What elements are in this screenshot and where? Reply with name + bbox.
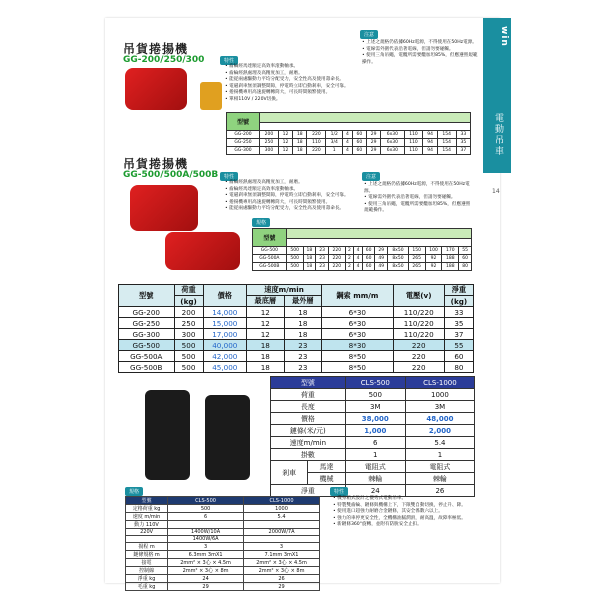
table-cell: 154 [437,147,456,155]
section1-models: GG-200/250/300 [123,55,205,65]
table-cell: 8x50 [388,255,409,263]
table-cell: 7.1mm 3mX1 [244,551,320,559]
section2-title: 吊貨捲揚機 [123,157,189,171]
table-cell: 265 [408,263,425,271]
table-cell: 265 [408,255,425,263]
table-row [271,401,475,413]
table-cell: 220 [393,340,444,351]
table-cell: 8*30 [322,340,393,351]
table-row [253,263,472,271]
table-cell: 12 [278,147,292,155]
table-row [271,389,475,401]
table-cell: GG-300 [119,329,175,340]
table-cell: 500 [286,263,303,271]
cls-notes: • 機身箱式設計之優秀式電動吊車。 • 特製雙齒輪、鏈條與機構上下，下限雙自動切換，停止升、降。 • 使用進口超強力耐磨合金鏈條，其安全係數六以上。 • 強力的車停更安全性，全機構油膩潤滑，耐高溫，故障率極低。 • 新鏈條360°旋轉，並附有防脫安全止扣。 [333,496,483,529]
table-cell: 49 [375,263,388,271]
table-cell: 60 [362,255,375,263]
table-cell: GG-500A [119,351,175,362]
table-cell: 2 [345,247,354,255]
category-label: 電動吊車 [493,113,503,157]
table-cell: GG-500 [253,247,287,255]
table-cell: 188 [442,255,459,263]
table-cell: 速度 m/min [126,513,168,521]
section1-spec-table: 型號 GG-200 200 12 18 220 1/2 4 60 29 6x30 110 94 154 33 GG-250 250 12 18 110 3/4 4 60 29 6x30 110 94 154 35 GG-300 300 12 18 220 1 4 60 29 6x30 110 94 154 37 [226,112,471,155]
table-cell: 220V [126,529,168,536]
section1-notes: • 上述之規格仍依據60Hz電源，不得使用在50Hz電源。 • 電線需外圍代表沿著電線，但請勿要碰觸。 • 使用三角吊繩，電纜所需要纜加坦85%，但應遵照規範操作。 [362,40,482,66]
table-cell: 250 [174,318,203,329]
table-cell: 2 [345,263,354,271]
table-cell: 動力 110V [126,521,168,529]
table-cell: 18 [293,147,307,155]
table-cell: 23 [284,340,322,351]
hoist-photo-3 [165,232,240,270]
table-cell: 18 [293,131,307,139]
table-row [227,139,471,147]
table-row [126,551,320,559]
table-cell: 4 [343,139,353,147]
table-cell: 12 [247,318,285,329]
table-cell: 220 [393,351,444,362]
table-cell: GG-500 [119,340,175,351]
table-cell: 42,000 [203,351,246,362]
table-cell: 3 [168,543,244,551]
table-cell: 92 [425,255,442,263]
pendant-photo [200,82,222,110]
table-cell: 3 [244,543,320,551]
table-cell: 200 [174,307,203,318]
table-cell: 35 [444,318,473,329]
table-row [119,329,474,340]
table-row [126,559,320,567]
cls-notes-tag: 特性 [330,487,348,496]
table-cell: 1000 [405,389,474,401]
table-cell: 1 [326,147,343,155]
table-row [227,131,471,139]
table-cell: 23 [284,362,322,373]
table-cell: GG-200 [227,131,260,139]
table-cell: 60 [362,247,375,255]
table-cell: GG-200 [119,307,175,318]
table-row [119,318,474,329]
table-cell: 5.4 [244,513,320,521]
side-tab [483,18,511,173]
table-cell: 毛重 kg [126,583,168,591]
table-cell: 250 [259,139,278,147]
table-cell: 8x50 [388,263,409,271]
table-cell: 18 [284,318,322,329]
table-cell: 110 [307,139,326,147]
table-cell: 12 [247,329,285,340]
table-cell [168,521,244,529]
table-cell: 200 [259,131,278,139]
table-cell: 92 [425,263,442,271]
table-cell: 33 [444,307,473,318]
table-cell: 220 [307,131,326,139]
table-cell: 8*50 [322,351,393,362]
section2-notes-tag: 注意 [362,172,380,181]
table-cell: 110/220 [393,318,444,329]
table-cell: 18 [303,247,316,255]
table-row [119,362,474,373]
table-cell: 220 [393,362,444,373]
table-cell: 4 [354,247,363,255]
row-label: 掛數 [271,449,346,461]
table-cell: 6 [345,437,405,449]
table-cell: 300 [259,147,278,155]
section1-features-tag: 特性 [220,56,238,65]
table-cell: 2000W/7A [244,529,320,536]
table-cell: GG-500A [253,255,287,263]
table-row [119,340,474,351]
table-cell: 2 [345,255,354,263]
table-cell: 220 [328,247,345,255]
table-cell: 100 [425,247,442,255]
table-cell: 48,000 [405,413,474,425]
table-cell: 2,000 [405,425,474,437]
table-cell: 2mm² × 3心 × 8m [244,567,320,575]
row-label: 價格 [271,413,346,425]
table-cell: 12 [278,139,292,147]
table-cell: 1 [345,449,405,461]
table-cell: 18 [247,351,285,362]
table-cell: 500 [286,255,303,263]
table-cell: 18 [284,329,322,340]
table-row [119,351,474,362]
table-row [126,505,320,513]
table-row [126,513,320,521]
table-cell: 500 [345,389,405,401]
table-cell: 300 [174,329,203,340]
table-cell: 110/220 [393,329,444,340]
table-cell: GG-300 [227,147,260,155]
table-cell: 4 [343,131,353,139]
table-cell: 170 [442,247,459,255]
table-cell: 15,000 [203,318,246,329]
table-cell [244,521,320,529]
table-cell: 23 [316,263,329,271]
table-cell: 110 [404,131,423,139]
table-cell: 3/4 [326,139,343,147]
table-cell: 1 [405,449,474,461]
table-cell: 6*30 [322,329,393,340]
table-cell: 2mm² × 3心 × 4.5m [168,559,244,567]
cls-spec-table: 型號 CLS-500 CLS-1000 定格荷重 kg 500 1000 速度 m/min 6 5.4 動力 110V 220V 1400W/10A 2000W/7A 1400W/6A 揚程 m 3 3 鏈條規格 m 6.3mm 3mX1 7.1mm 3mX1 接電 2mm² × 3心 × 4.5m 2mm² × 3心 × 4.5m 控制線 2mm² × 3心 × 8m 2mm² × 3心 × 8m 淨重 kg 24 26 毛重 kg 29 29 [125,496,320,591]
table-cell: 150 [408,247,425,255]
table-cell: 8x50 [388,247,409,255]
table-cell: 29 [366,131,380,139]
table-cell: 18 [303,263,316,271]
row-label: 速度m/min [271,437,346,449]
table-cell: 18 [247,362,285,373]
table-cell: 23 [316,255,329,263]
table-cell: 60 [352,147,366,155]
table-cell: 500 [174,351,203,362]
table-cell: 60 [352,139,366,147]
table-cell: 220 [328,255,345,263]
table-cell: 2mm² × 3心 × 8m [168,567,244,575]
table-row [271,413,475,425]
table-cell: 18 [247,340,285,351]
table-row [126,583,320,591]
table-row [126,536,320,543]
table-cell: 80 [444,362,473,373]
table-cell: 94 [423,131,437,139]
table-cell: 18 [293,139,307,147]
table-cell: 110 [404,147,423,155]
table-cell: 12 [247,307,285,318]
chain-hoist-photo-2 [205,395,250,480]
table-cell: 14,000 [203,307,246,318]
brand-logo: win [499,26,509,47]
table-cell: 29 [168,583,244,591]
table-cell: 接電 [126,559,168,567]
section2-features: • 齒輪經熱處理及高精度加工，耐磨。 • 齒輪經馬達額定高效率滾動軸承。 • 電磁剎車無須調整間隙，停電時立即自動剎車，安全可靠。 • 捲揚機專用高速旋轉轉筒大，可長時間頻繁使用。 • 能從兩處驅動力平均分配受力，安全性高及使用壽命長。 [225,180,355,213]
table-cell: 定格荷重 kg [126,505,168,513]
table-cell: 淨重 kg [126,575,168,583]
table-cell: 154 [437,131,456,139]
table-cell: 1400W/10A [168,529,244,536]
section1-features: • 齒輪經馬達額定高效率滾動軸承。 • 齒輪經熱處理及高精度加工，耐磨。 • 能從兩處驅動力平均分配受力，安全性高及使用壽命長。 • 電磁剎車無須調整間隙，停電時立即自動剎車，安全可靠。 • 捲揚機專用高速旋轉轉筒大，可長時間頻繁使用。 • 單相110V / 220V切換。 [225,64,355,104]
table-cell: 18 [284,307,322,318]
table-row [271,449,475,461]
table-row [253,255,472,263]
table-cell: 6*30 [322,307,393,318]
table-cell: 18 [303,255,316,263]
table-cell: GG-250 [227,139,260,147]
table-cell: 500 [286,247,303,255]
table-cell: 23 [284,351,322,362]
table-cell: 6*30 [322,318,393,329]
table-cell: 1/2 [326,131,343,139]
table-cell: 55 [459,247,472,255]
table-cell: 6 [168,513,244,521]
section1-notes-tag: 注意 [360,30,378,39]
table-cell: GG-250 [119,318,175,329]
table-cell: 6x30 [381,131,404,139]
table-cell: 37 [444,329,473,340]
table-cell: 23 [316,247,329,255]
table-cell: 6x30 [381,147,404,155]
table-cell [244,536,320,543]
table-row [119,307,474,318]
table-cell: 4 [343,147,353,155]
table-cell: 24 [168,575,244,583]
table-cell: 94 [423,147,437,155]
table-cell: 26 [244,575,320,583]
table-cell: 60 [444,351,473,362]
table-row [126,543,320,551]
table-cell: 38,000 [345,413,405,425]
table-cell: 188 [442,263,459,271]
table-cell: 1,000 [345,425,405,437]
table-cell: GG-500B [119,362,175,373]
section2-features-tag: 特性 [220,172,238,181]
row-label: 荷重 [271,389,346,401]
table-cell: 控制線 [126,567,168,575]
table-cell: 17,000 [203,329,246,340]
table-cell: 3M [405,401,474,413]
section2-spec-table: 型號 GG-500 500 18 23 220 2 4 60 29 8x50 150 100 170 55 GG-500A 500 18 23 220 2 4 60 49 8x50 265 92 188 60 GG-500B 500 18 23 220 2 4 60 49 8x50 265 92 188 80 [252,228,472,271]
hoist-photo-1 [125,68,187,110]
table-cell: 4 [354,255,363,263]
table-cell: 110/220 [393,307,444,318]
table-cell: 33 [456,131,470,139]
table-cell: 鏈條規格 m [126,551,168,559]
price-table: 型號 荷重 價格 速度m/min 鋼索 mm/m 電壓(v) 淨重 (kg) 最底層 最外層 (kg) GG-200 200 14,000 12 18 6*30 110/220 33 GG-250 250 15,000 12 18 6*30 110/220 35 GG-300 300 17,000 12 18 6*30 110/220 37 GG-500 500 40,000 18 23 8*30 220 55 GG-500A 500 42,000 18 23 8*50 220 60 GG-500B 500 45,000 18 23 8*50 220 80 [118,284,474,373]
table-cell: GG-500B [253,263,287,271]
table-cell: 37 [456,147,470,155]
table-cell: 12 [278,131,292,139]
table-cell: 3M [345,401,405,413]
table-row [126,567,320,575]
table-cell: 80 [459,263,472,271]
table-row [253,247,472,255]
table-cell: 49 [375,255,388,263]
table-row [126,575,320,583]
table-cell: 29 [244,583,320,591]
hoist-photo-2 [130,185,198,231]
table-cell: 500 [168,505,244,513]
table-cell [126,536,168,543]
table-cell: 500 [174,340,203,351]
table-cell: 60 [459,255,472,263]
table-cell: 1000 [244,505,320,513]
section2-spec-tag: 規格 [252,218,270,227]
table-cell: 220 [328,263,345,271]
table-cell: 揚程 m [126,543,168,551]
table-cell: 29 [366,139,380,147]
table-cell: 60 [352,131,366,139]
section1-title: 吊貨捲揚機 [123,42,189,56]
table-cell: 29 [366,147,380,155]
table-row [126,529,320,536]
table-row [227,147,471,155]
section2-models: GG-500/500A/500B [123,170,219,180]
table-cell: 29 [375,247,388,255]
table-cell: 35 [456,139,470,147]
section2-notes: • 上述之規格仍依據60Hz電源，不得使用在50Hz電源。 • 電線需外圍代表沿著電線，但請勿要碰觸。 • 使用三角吊繩，電纜所需要纜加坦85%，但應遵照規範操作。 [364,182,474,215]
row-label: 長度 [271,401,346,413]
table-cell: 2mm² × 3心 × 4.5m [244,559,320,567]
table-cell: 220 [307,147,326,155]
table-cell: 55 [444,340,473,351]
table-cell: 1400W/6A [168,536,244,543]
table-row [271,437,475,449]
table-cell: 6.3mm 3mX1 [168,551,244,559]
table-cell: 6x30 [381,139,404,147]
row-label: 鏈條(米/元) [271,425,346,437]
table-cell: 110 [404,139,423,147]
table-cell: 40,000 [203,340,246,351]
table-cell: 500 [174,362,203,373]
page-number: 14 [492,188,500,195]
table-cell: 60 [362,263,375,271]
table-cell: 4 [354,263,363,271]
table-row [126,521,320,529]
table-cell: 5.4 [405,437,474,449]
table-cell: 154 [437,139,456,147]
table-cell: 94 [423,139,437,147]
table-cell: 8*50 [322,362,393,373]
table-row [271,425,475,437]
cls-spec-tag: 規格 [125,487,143,496]
cls-table: 型號 CLS-500 CLS-1000 荷重 500 1000 長度 3M 3M 價格 38,000 48,000 鏈條(米/元) 1,000 2,000 速度m/min 6 5.4 掛數 1 1 剎車 馬達 電阻式 電阻式 機械 棘輪 棘輪 淨重 24 26 [270,376,475,497]
table-cell: 45,000 [203,362,246,373]
chain-hoist-photo-1 [145,390,190,480]
